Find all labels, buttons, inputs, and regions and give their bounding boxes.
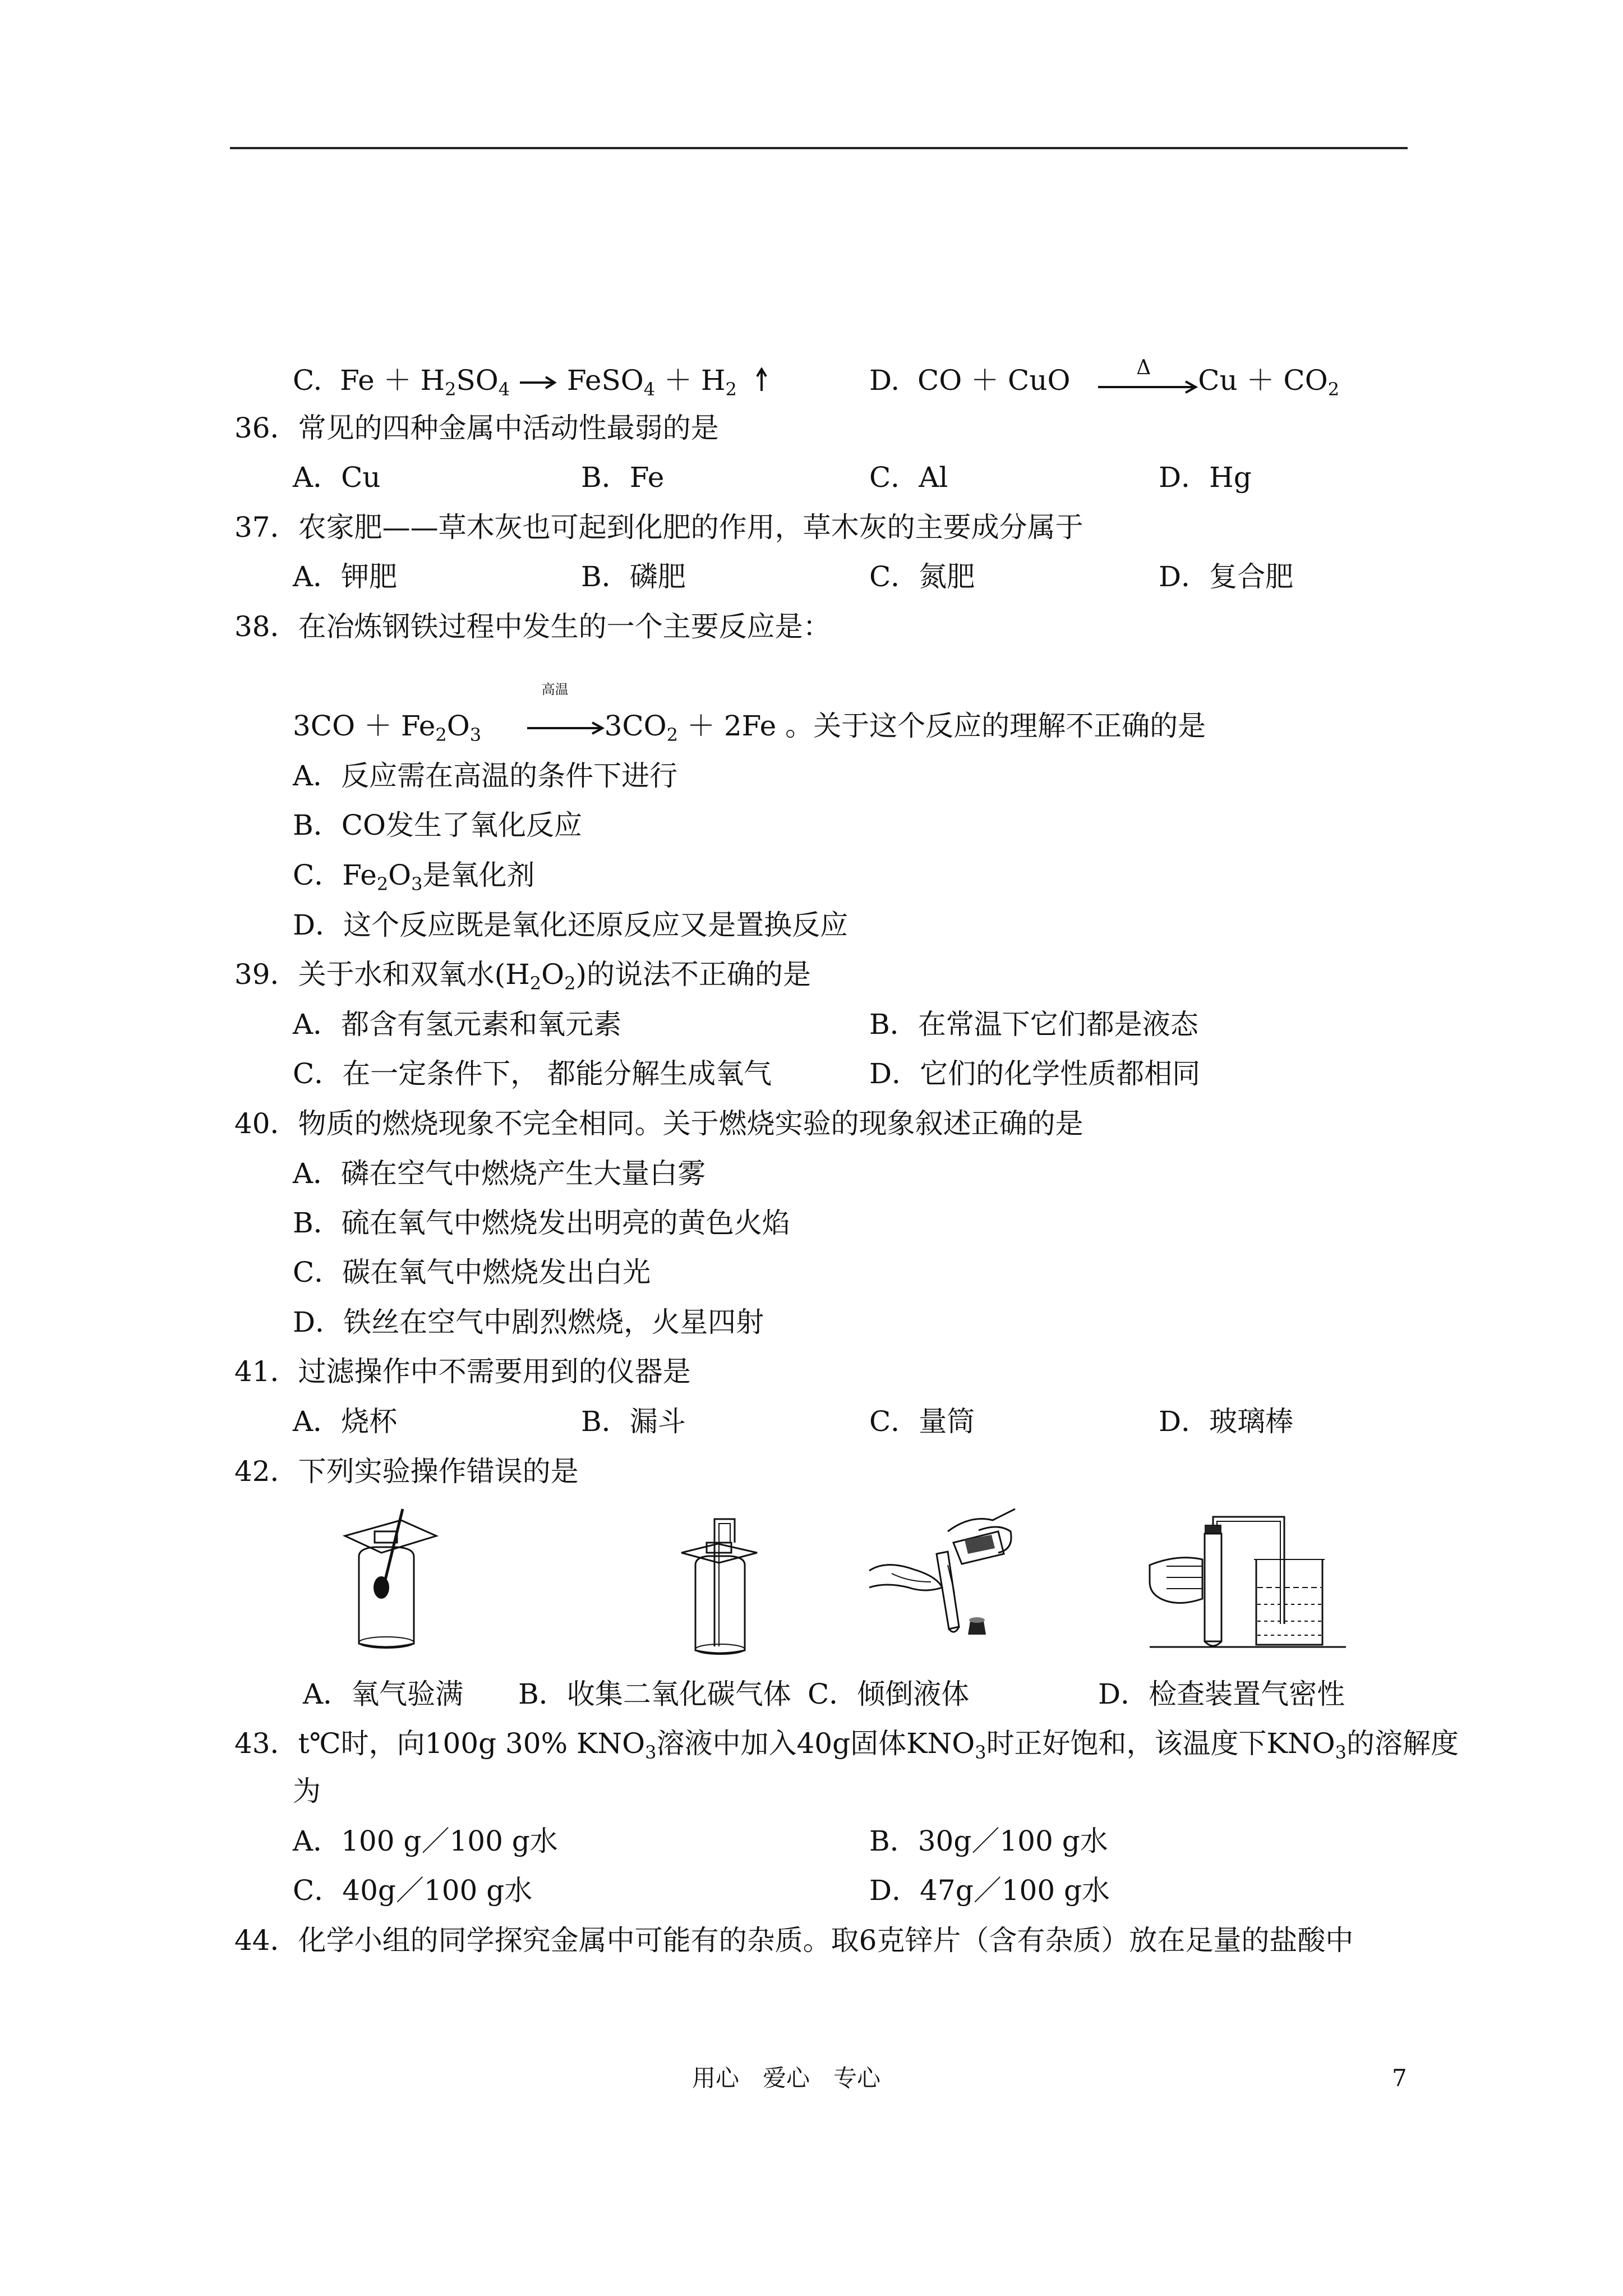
q41-option-b: B．漏斗 <box>581 1405 686 1438</box>
high-temp-arrow <box>526 682 605 745</box>
q41-stem: 41．过滤操作中不需要用到的仪器是 <box>234 1355 691 1388</box>
q38-option-c: C．$Fe_2O_3$是氧化剂 <box>293 859 535 895</box>
q38-option-d: D．这个反应既是氧化还原反应又是置换反应 <box>293 909 849 941</box>
q38-stem: 38．在冶炼钢铁过程中发生的一个主要反应是： <box>234 610 831 643</box>
q36-stem: 36．常见的四种金属中活动性最弱的是 <box>234 412 719 444</box>
q43-option-b: B．30g／100 g水 <box>869 1825 1108 1857</box>
q36-option-d: D．Hg <box>1159 461 1252 494</box>
q40-option-b: B．硫在氧气中燃烧发出明亮的黄色火焰 <box>293 1207 790 1239</box>
q43-option-d: D．47g／100 g水 <box>869 1874 1110 1907</box>
q41-option-a: A．烧杯 <box>293 1405 398 1438</box>
q37-option-c: C．氮肥 <box>869 560 975 593</box>
q37-option-b: B．磷肥 <box>581 560 686 593</box>
q40-option-a: A．磷在空气中燃烧产生大量白雾 <box>293 1157 706 1190</box>
gas-up-arrow <box>755 366 768 399</box>
q39-option-d: D．它们的化学性质都相同 <box>869 1057 1201 1090</box>
q44-stem: 44．化学小组的同学探究金属中可能有的杂质。取6克锌片（含有杂质）放在足量的盐酸中 <box>234 1924 1354 1957</box>
q39-stem: 39．关于水和双氧水$(H_2O_2)$的说法不正确的是 <box>234 958 811 994</box>
pour-liquid-figure <box>864 1498 1026 1655</box>
q38-equation: $3CO + Fe_2O_3$ 高温 $3CO_2 + 2Fe$ 。关于这个反应的理解不正确的是 <box>293 682 1206 746</box>
oxygen-test-figure <box>336 1503 443 1655</box>
q38-option-a: A．反应需在高温的条件下进行 <box>293 760 678 792</box>
high-temp-condition: 高温 <box>541 682 569 697</box>
co2-collection-figure <box>673 1509 768 1660</box>
reaction-arrow <box>519 374 558 391</box>
q43-option-a: A．100 g／100 g水 <box>293 1825 558 1857</box>
q39-option-c: C．在一定条件下， 都能分解生成氧气 <box>293 1057 772 1090</box>
q36-option-c: C．Al <box>869 461 948 494</box>
q36-option-a: A．Cu <box>293 461 381 494</box>
q41-option-d: D．玻璃棒 <box>1159 1405 1294 1438</box>
footer-motto: 用心 爱心 专心 <box>692 2064 881 2092</box>
q42-caption-c: C．倾倒液体 <box>808 1678 970 1710</box>
page-number: 7 <box>1392 2064 1407 2092</box>
q42-caption-a: A．氧气验满 <box>303 1678 464 1710</box>
heat-condition: Δ <box>1136 356 1151 379</box>
q40-option-c: C．碳在氧气中燃烧发出白光 <box>293 1256 651 1289</box>
q40-stem: 40．物质的燃烧现象不完全相同。关于燃烧实验的现象叙述正确的是 <box>234 1107 1083 1140</box>
q42-caption-d: D．检查装置气密性 <box>1098 1678 1345 1710</box>
q42-caption-b: B．收集二氧化碳气体 <box>518 1678 791 1710</box>
q37-stem: 37．农家肥——草木灰也可起到化肥的作用，草木灰的主要成分属于 <box>234 511 1083 544</box>
q42-stem: 42．下列实验操作错误的是 <box>234 1455 579 1488</box>
q43-option-c: C．40g／100 g水 <box>293 1874 533 1907</box>
q41-option-c: C．量筒 <box>869 1405 975 1438</box>
airtightness-figure <box>1144 1515 1352 1655</box>
header-rule <box>230 147 1408 149</box>
q39-option-a: A．都含有氢元素和氧元素 <box>293 1008 622 1041</box>
q36-option-b: B．Fe <box>581 461 665 494</box>
q43-stem-cont: 为 <box>293 1775 321 1807</box>
q37-option-d: D．复合肥 <box>1159 560 1294 593</box>
q35-option-c: C. $Fe + H_2SO_4$ FeSO$_4$ ＋ $H_2$ <box>293 364 768 399</box>
q39-option-b: B．在常温下它们都是液态 <box>869 1008 1198 1041</box>
q38-option-b: B．CO发生了氧化反应 <box>293 809 582 841</box>
heat-arrow <box>1097 356 1198 399</box>
q35-option-d: D. CO ＋ CuO Δ $Cu + CO_2$ <box>869 356 1340 400</box>
q37-option-a: A．钾肥 <box>293 560 398 593</box>
q40-option-d: D．铁丝在空气中剧烈燃烧，火星四射 <box>293 1306 764 1338</box>
q43-stem: 43．t℃时，向100g 30% $KNO_3$溶液中加入40g固体$KNO_3$时正好饱和，该温度下$KNO_3$的溶解度 <box>234 1727 1459 1763</box>
